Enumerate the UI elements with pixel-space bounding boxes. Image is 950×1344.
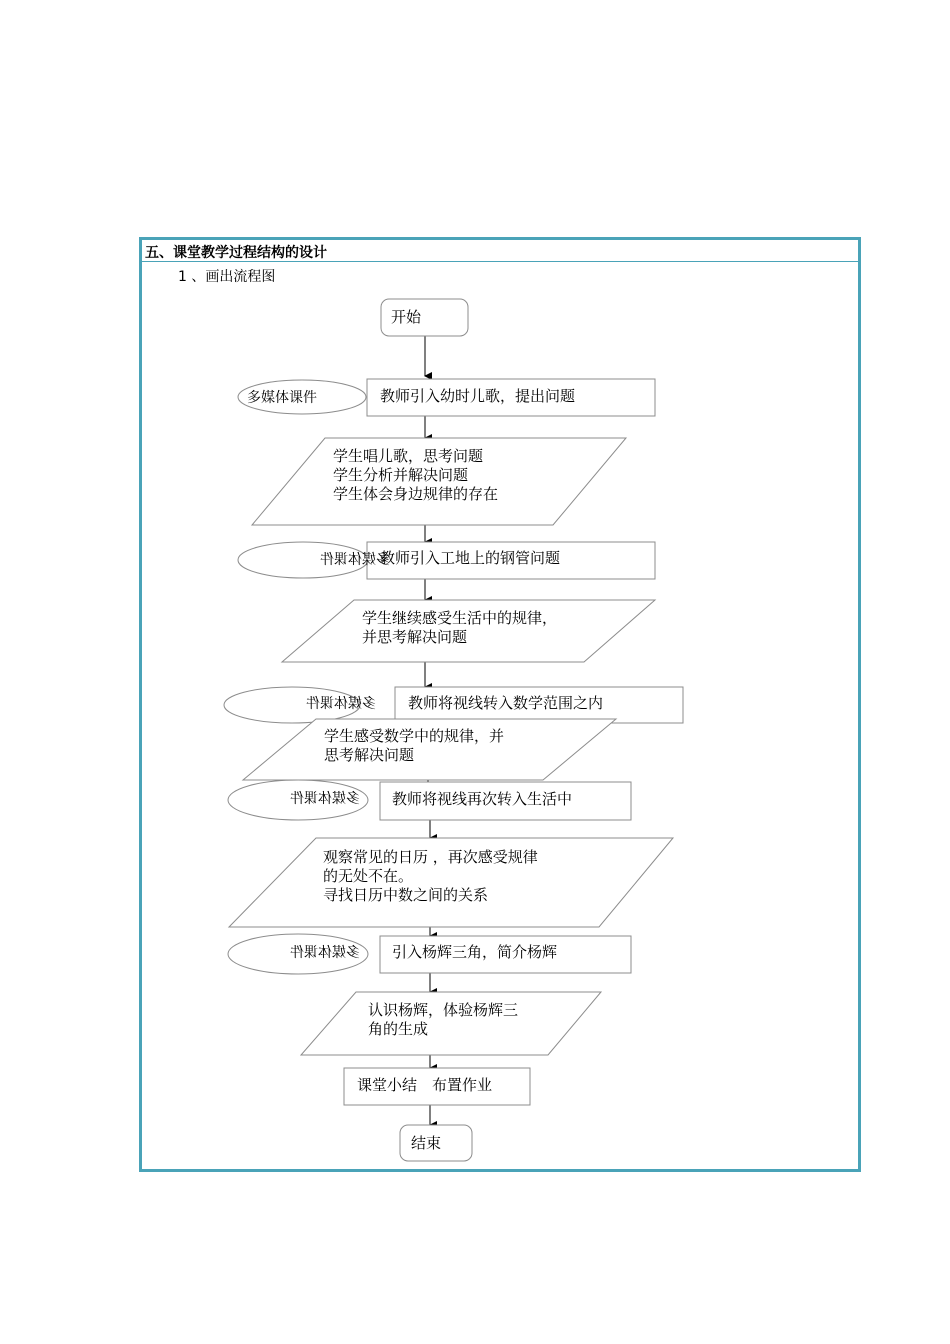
step8-line-3: 寻找日历中数之间的关系	[323, 886, 489, 904]
media-tag-1: 多媒体课件	[247, 390, 317, 406]
section-title: 五、课堂教学过程结构的设计	[145, 245, 327, 261]
step4-line-2: 并思考解决问题	[362, 628, 468, 646]
step6-line-2: 思考解决问题	[324, 746, 415, 764]
media-tag-5: 多媒体课件	[290, 945, 360, 961]
media-tag-3: 多媒体课件	[306, 696, 376, 712]
step9-text: 引入杨辉三角，简介杨辉	[392, 943, 558, 961]
step4-line-1: 学生继续感受生活中的规律，	[362, 609, 558, 627]
step7-text: 教师将视线再次转入生活中	[392, 790, 573, 808]
step6-line-1: 学生感受数学中的规律，并	[324, 727, 505, 745]
step1-text: 教师引入幼时儿歌，提出问题	[380, 387, 576, 405]
start-label: 开始	[391, 308, 422, 326]
step10-line-1: 认识杨辉，体验杨辉三	[368, 1001, 519, 1019]
media-tag-2: 多媒体课件	[320, 552, 390, 568]
step2-line-2: 学生分析并解决问题	[333, 466, 469, 484]
step5-text: 教师将视线转入数学范围之内	[408, 694, 604, 712]
step8-line-2: 的无处不在。	[323, 867, 414, 885]
step8-line-1: 观察常见的日历 ，再次感受规律	[323, 848, 538, 866]
end-label: 结束	[411, 1134, 442, 1152]
step10-line-2: 角的生成	[368, 1020, 429, 1038]
step3-text: 教师引入工地上的钢管问题	[380, 549, 561, 567]
step11-text: 课堂小结 布置作业	[357, 1076, 493, 1094]
step2-line-3: 学生体会身边规律的存在	[333, 485, 499, 503]
section-subtitle: 1 、画出流程图	[178, 269, 276, 285]
media-tag-4: 多媒体课件	[290, 791, 360, 807]
step2-line-1: 学生唱儿歌，思考问题	[333, 447, 484, 465]
